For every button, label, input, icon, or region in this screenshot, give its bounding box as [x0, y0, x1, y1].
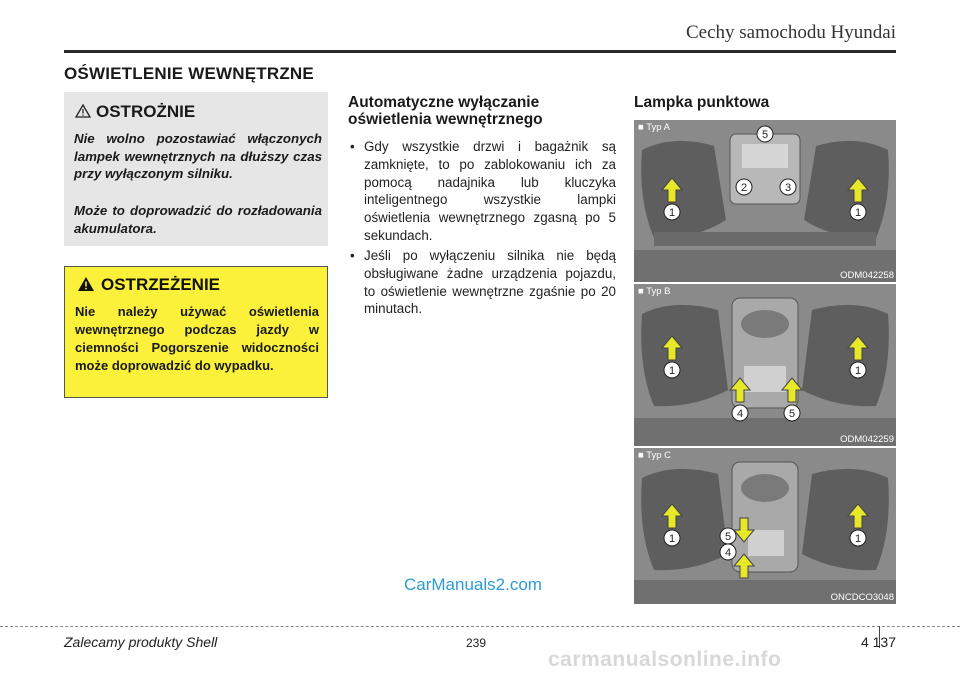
svg-text:2: 2 [740, 182, 748, 194]
bullet-text: Jeśli po wyłączeniu silnika nie będą obsługiwane żadne urządzenia pojazdu, to oświetlenie wewnętrzne zgaśnie po 20 minutach. [364, 248, 616, 317]
photo-caption: ■ Typ C [638, 450, 672, 461]
caution-text-2: Może to doprowadzić do rozładowania akumulatora. [74, 203, 322, 236]
caution-text-1: Nie wolno pozostawiać włączonych lampek wewnętrznych na dłuższy czas przy wyłączonym silniku. [74, 131, 322, 181]
warning-triangle-icon [77, 276, 95, 292]
bullet-dot: • [350, 139, 355, 154]
caution-box [64, 92, 328, 246]
svg-text:3: 3 [784, 182, 792, 194]
page-number-center: 239 [466, 636, 487, 650]
footer-left-text: Zalecamy produkty Shell [64, 634, 218, 650]
bullet-dot: • [350, 248, 355, 263]
svg-text:5: 5 [788, 408, 796, 420]
warning-text: Nie należy używać oświetlenia wewnętrznego podczas jazdy w ciemności Pogorszenie widoczności może doprowadzić do wypadku. [75, 304, 319, 373]
photo-caption: ■ Typ B [638, 286, 671, 297]
photo-code: ODM042259 [840, 434, 894, 445]
bullet-text: Gdy wszystkie drzwi i bagażnik są zamknięte, to po zablokowaniu ich za pomocą nadajnika lub kluczyka inteligentnego wszystkie lampki oświetlenia wewnętrznego zgasną po 5 sekundach. [364, 139, 616, 243]
spot-lamp-title: Lampka punktowa [634, 94, 770, 111]
bullet-item [350, 247, 616, 318]
svg-text:1: 1 [668, 533, 676, 545]
photo-code: ONCDCO3048 [830, 592, 894, 603]
header-rule [64, 50, 896, 53]
watermark-bottom: carmanualsonline.info [548, 648, 782, 671]
svg-text:5: 5 [724, 531, 732, 543]
svg-text:1: 1 [854, 207, 862, 219]
photo-caption: ■ Typ A [638, 122, 670, 133]
warning-box [64, 266, 328, 398]
photo-type-b [634, 284, 896, 446]
photo-type-a [634, 120, 896, 282]
overhead-console-illustration [634, 448, 896, 604]
svg-text:4: 4 [724, 547, 732, 559]
footer-rule [0, 626, 960, 627]
svg-text:4: 4 [736, 408, 744, 420]
running-header: Cechy samochodu Hyundai [685, 22, 896, 43]
svg-text:1: 1 [668, 207, 676, 219]
auto-off-title: Automatyczne wyłączanie oświetlenia wewnętrznego [348, 94, 543, 128]
page-number-right: 4 137 [860, 634, 896, 650]
svg-text:5: 5 [761, 129, 769, 141]
svg-text:1: 1 [854, 365, 862, 377]
section-title: OŚWIETLENIE WEWNĘTRZNE [64, 64, 314, 83]
watermark-site-link[interactable]: CarManuals2.com [404, 575, 542, 594]
bullet-item [350, 138, 616, 245]
caution-title: OSTROŻNIE [96, 102, 196, 121]
overhead-console-illustration [634, 284, 896, 446]
photo-code: ODM042258 [840, 270, 894, 281]
overhead-console-illustration [634, 120, 896, 282]
caution-triangle-icon [75, 104, 91, 118]
warning-title: OSTRZEŻENIE [101, 275, 221, 294]
photo-type-c [634, 448, 896, 604]
svg-text:1: 1 [668, 365, 676, 377]
svg-text:1: 1 [854, 533, 862, 545]
